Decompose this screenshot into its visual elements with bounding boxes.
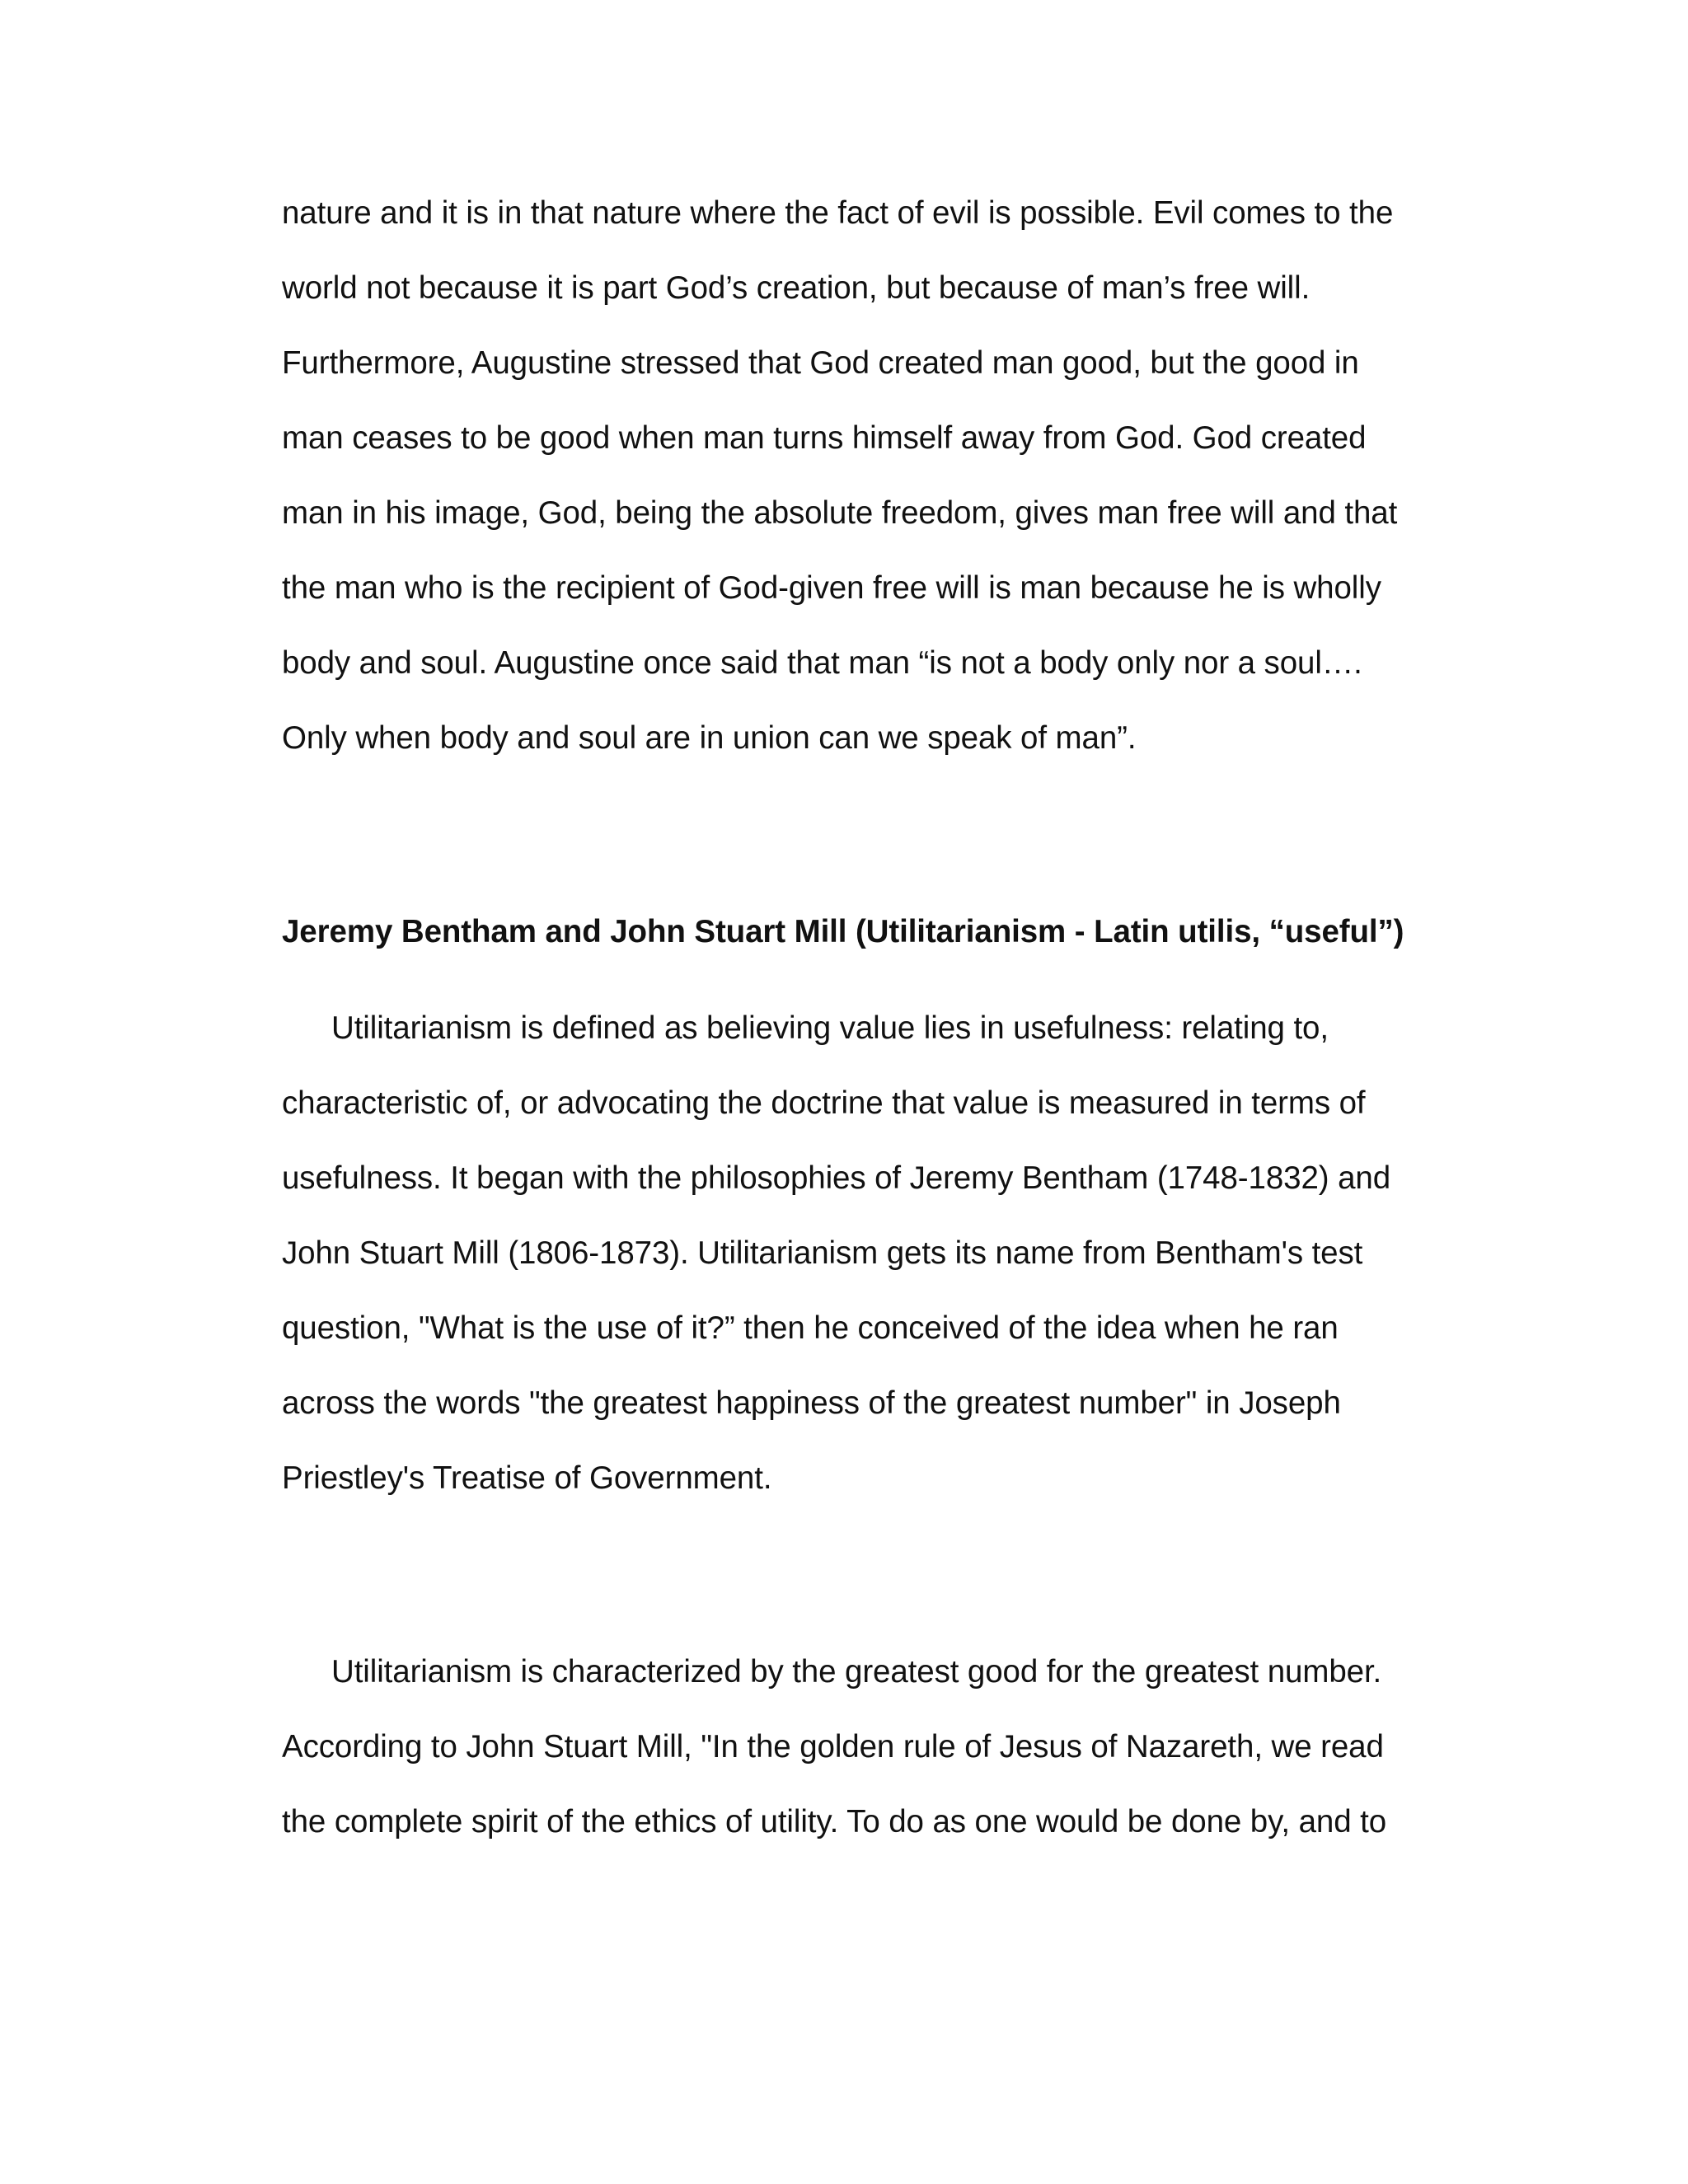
section-heading: Jeremy Bentham and John Stuart Mill (Utilitarianism - Latin utilis, “useful”): [282, 914, 1404, 949]
paragraph-line: characteristic of, or advocating the doctrine that value is measured in terms of: [282, 1085, 1366, 1121]
paragraph-line: Furthermore, Augustine stressed that God created man good, but the good in: [282, 345, 1359, 381]
paragraph-line: John Stuart Mill (1806-1873). Utilitarianism gets its name from Bentham's test: [282, 1235, 1363, 1271]
paragraph-line: the man who is the recipient of God-given free will is man because he is wholly: [282, 570, 1381, 606]
paragraph-line: usefulness. It began with the philosophies of Jeremy Bentham (1748-1832) and: [282, 1160, 1391, 1196]
paragraph-line: man ceases to be good when man turns himself away from God. God created: [282, 420, 1367, 456]
paragraph-line: body and soul. Augustine once said that man “is not a body only nor a soul….: [282, 645, 1362, 681]
paragraph-line: world not because it is part God’s creation, but because of man’s free will.: [282, 270, 1311, 306]
paragraph-line: Utilitarianism is defined as believing value lies in usefulness: relating to,: [331, 1010, 1329, 1046]
paragraph-line: question, "What is the use of it?” then he conceived of the idea when he ran: [282, 1310, 1339, 1346]
paragraph-line: Utilitarianism is characterized by the greatest good for the greatest number.: [331, 1654, 1382, 1690]
paragraph-line: According to John Stuart Mill, "In the golden rule of Jesus of Nazareth, we read: [282, 1729, 1384, 1765]
paragraph-line: Only when body and soul are in union can we speak of man”.: [282, 720, 1137, 756]
paragraph-line: man in his image, God, being the absolute freedom, gives man free will and that: [282, 495, 1398, 531]
paragraph-line: nature and it is in that nature where the fact of evil is possible. Evil comes to the: [282, 195, 1394, 231]
paragraph-line: Priestley's Treatise of Government.: [282, 1460, 772, 1496]
paragraph-line: the complete spirit of the ethics of utility. To do as one would be done by, and to: [282, 1804, 1387, 1840]
paragraph-line: across the words "the greatest happiness of the greatest number" in Joseph: [282, 1385, 1341, 1421]
